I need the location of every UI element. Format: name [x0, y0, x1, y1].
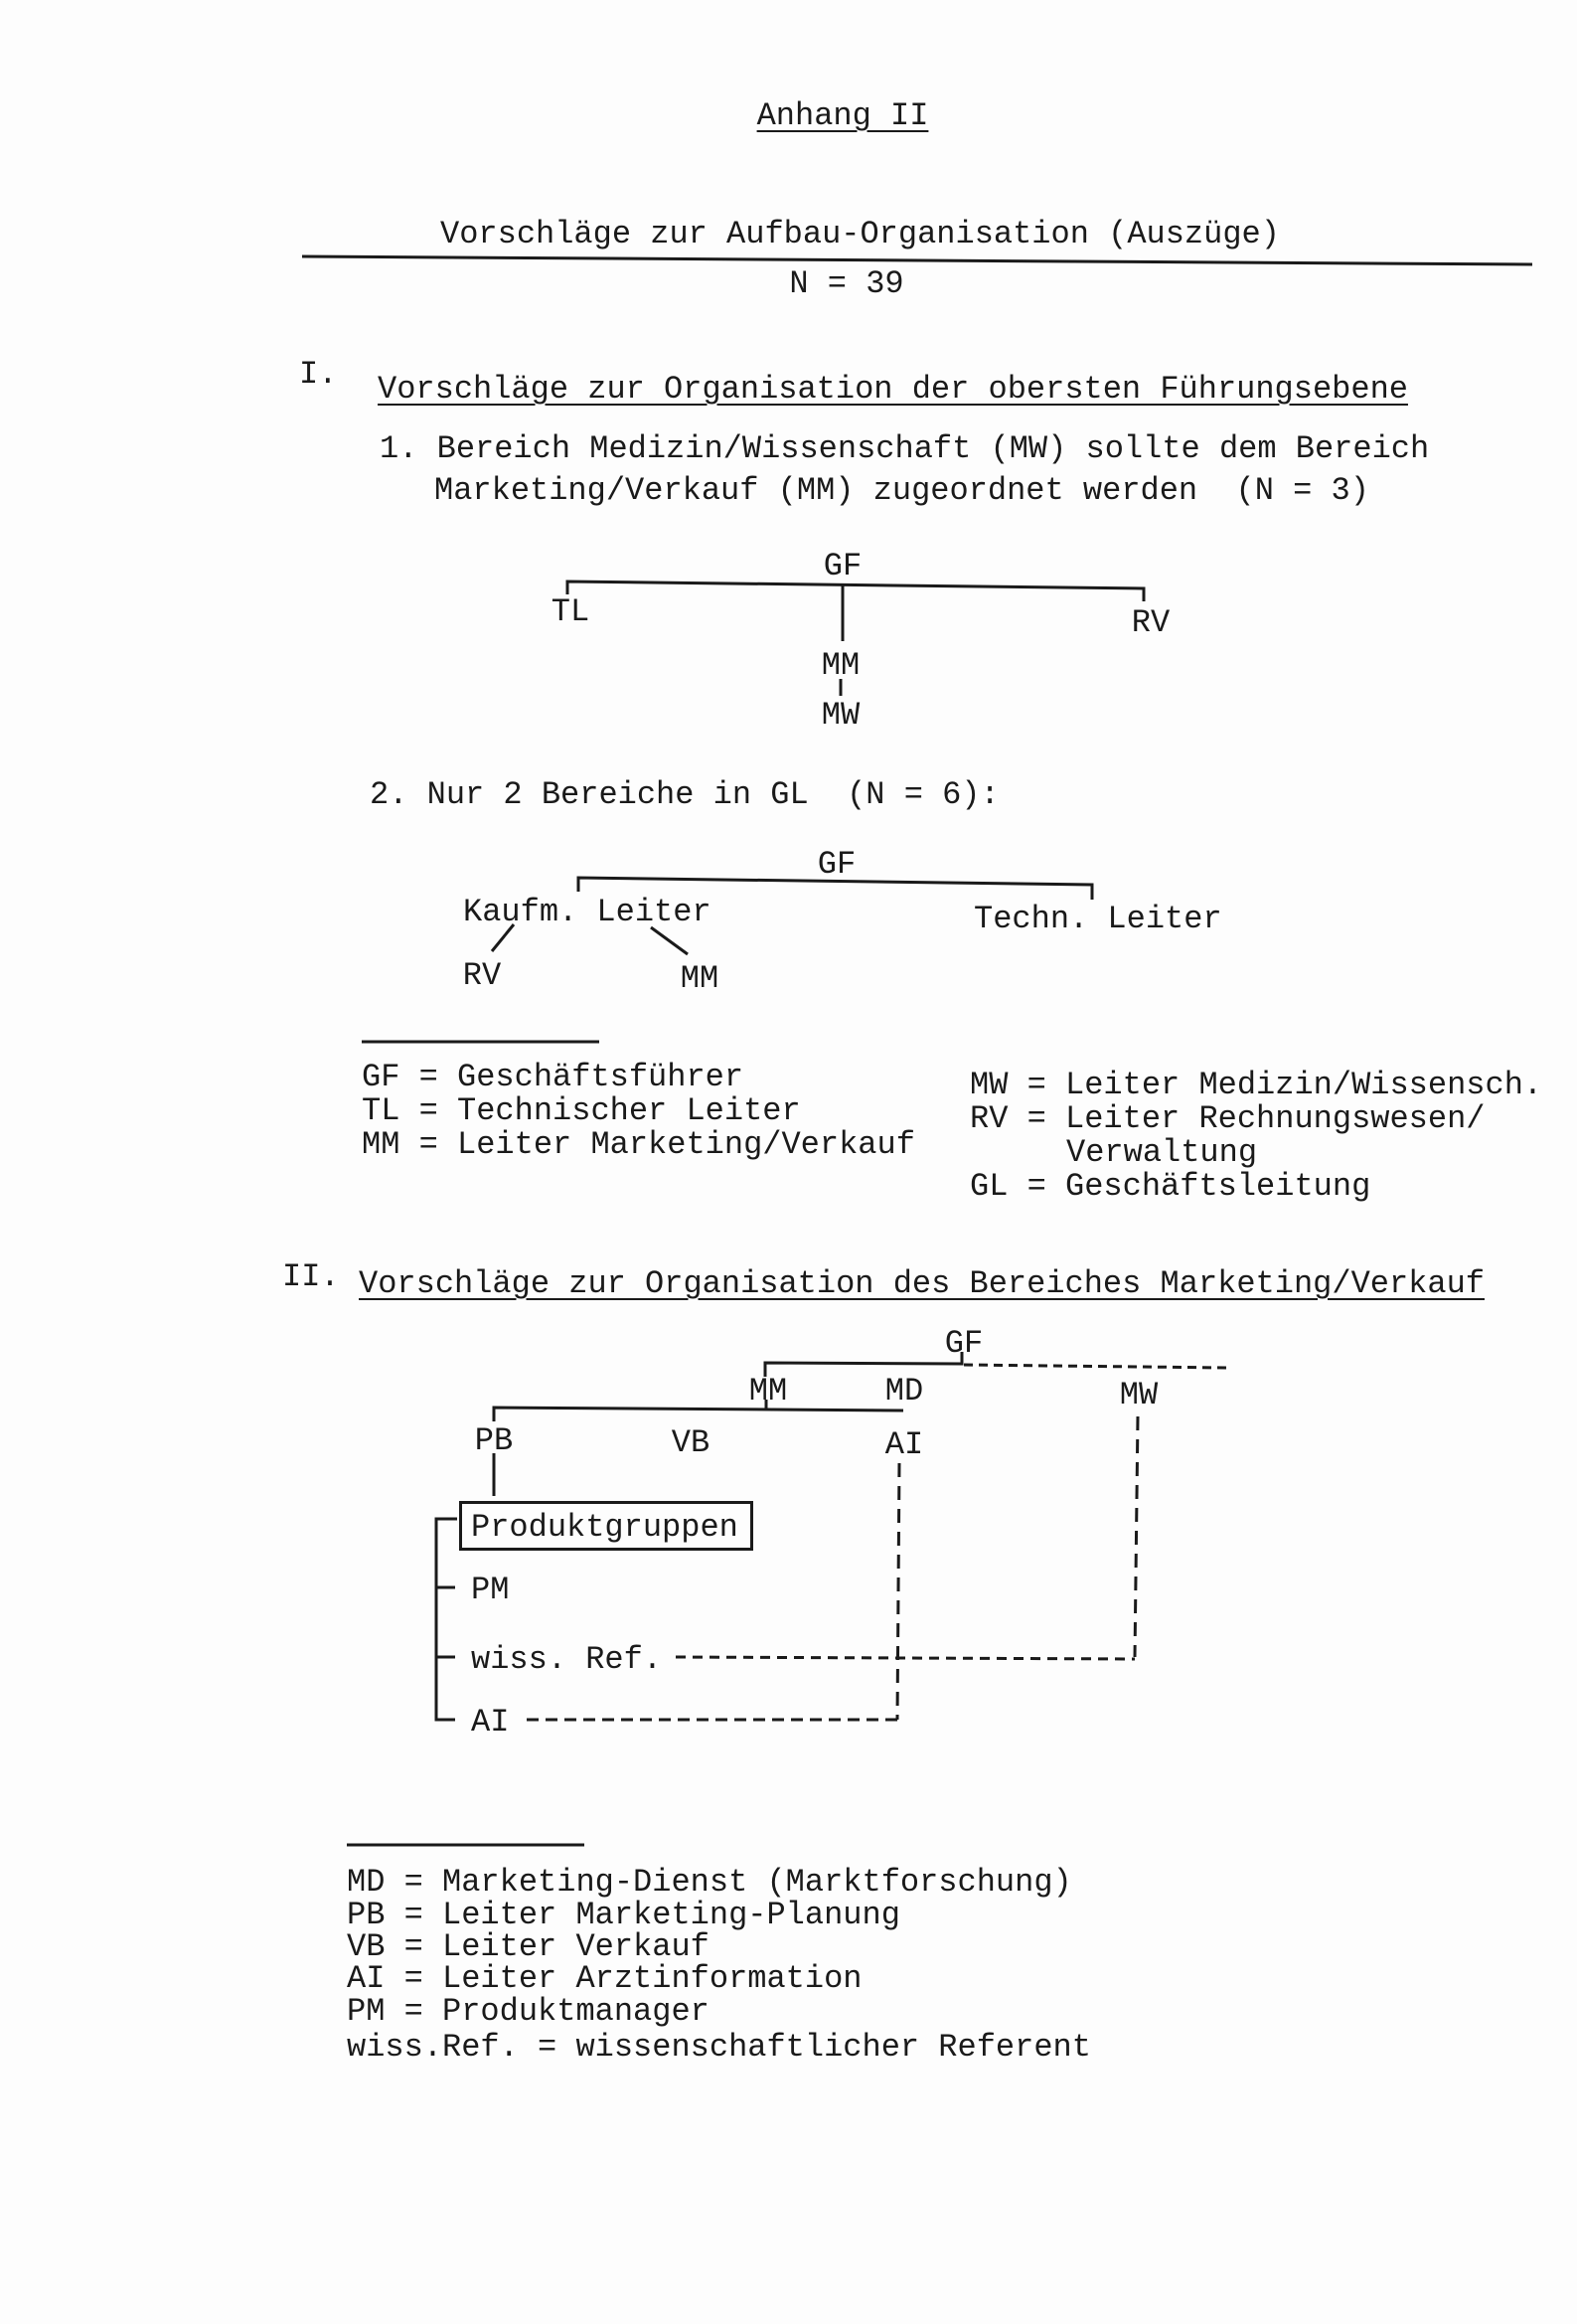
chart1-mw: MW — [821, 697, 861, 734]
s2-pm: PM — [471, 1572, 510, 1608]
item2-text: 2. Nur 2 Bereiche in GL (N = 6): — [370, 776, 1000, 813]
item1-line2: Marketing/Verkauf (MM) zugeordnet werden (N = 3) — [434, 472, 1369, 509]
pb-md-bracket — [494, 1408, 903, 1421]
chart1-gf: GF — [823, 548, 863, 584]
s2-md: MD — [884, 1373, 924, 1410]
s2-ai: AI — [884, 1426, 924, 1463]
gf-mw-dotted — [964, 1365, 1227, 1368]
chart1-bracket — [567, 581, 1144, 601]
legend1-right-1: RV = Leiter Rechnungswesen/ — [970, 1100, 1486, 1137]
gf-mm-bracket — [765, 1352, 962, 1377]
wiss-dashed — [676, 1657, 1135, 1659]
legend2-5: wiss.Ref. = wissenschaftlicher Referent — [347, 2029, 1091, 2066]
legend1-right-3: GL = Geschäftsleitung — [970, 1168, 1371, 1205]
legend1-left-2: MM = Leiter Marketing/Verkauf — [362, 1126, 915, 1163]
legend1-right-2: Verwaltung — [1066, 1134, 1258, 1171]
section2-heading: Vorschläge zur Organisation des Bereiches Marketing/Verkauf — [359, 1265, 1485, 1302]
ai-dashed-vertical — [897, 1463, 899, 1720]
section2-number: II. — [282, 1258, 340, 1295]
chart2-techn: Techn. Leiter — [974, 901, 1222, 937]
mw-dashed-vertical — [1135, 1416, 1138, 1657]
legend2-2: VB = Leiter Verkauf — [347, 1928, 710, 1965]
chart2-gf: GF — [817, 846, 857, 883]
s2-vb: VB — [671, 1424, 710, 1461]
s2-wiss-ref: wiss. Ref. — [471, 1641, 663, 1678]
chart1-rv: RV — [1131, 604, 1171, 641]
s2-produktgruppen: Produktgruppen — [471, 1509, 738, 1546]
s2-mw: MW — [1119, 1377, 1159, 1413]
legend2-3: AI = Leiter Arztinformation — [347, 1960, 863, 1997]
chart2-kaufm: Kaufm. Leiter — [463, 894, 711, 930]
chart2-mm: MM — [680, 960, 719, 997]
item1-line1: 1. Bereich Medizin/Wissenschaft (MW) sollte dem Bereich — [380, 430, 1430, 467]
legend1-right-0: MW = Leiter Medizin/Wissensch. — [970, 1067, 1543, 1103]
legend1-left-0: GF = Geschäftsführer — [362, 1059, 744, 1095]
legend2-0: MD = Marketing-Dienst (Marktforschung) — [347, 1864, 1072, 1901]
s2-gf: GF — [944, 1325, 984, 1362]
legend2-1: PB = Leiter Marketing-Planung — [347, 1897, 900, 1933]
s2-ai2: AI — [471, 1704, 510, 1741]
chart1-tl: TL — [551, 593, 590, 630]
chart2-rv: RV — [462, 957, 502, 994]
appendix-label: Anhang II — [756, 97, 929, 134]
produkt-branch — [436, 1519, 457, 1720]
legend2-4: PM = Produktmanager — [347, 1993, 710, 2030]
title-rule — [302, 256, 1532, 264]
section1-heading: Vorschläge zur Organisation der obersten Führungsebene — [378, 371, 1408, 408]
chart1-mm: MM — [821, 647, 861, 684]
page-title: Vorschläge zur Aufbau-Organisation (Auszüge) — [440, 216, 1280, 252]
legend1-left-1: TL = Technischer Leiter — [362, 1092, 801, 1129]
chart2-mm-line — [651, 927, 688, 954]
s2-mm: MM — [748, 1373, 788, 1410]
s2-pb: PB — [474, 1422, 514, 1459]
section1-number: I. — [299, 356, 338, 393]
sample-size: N = 39 — [789, 265, 904, 302]
